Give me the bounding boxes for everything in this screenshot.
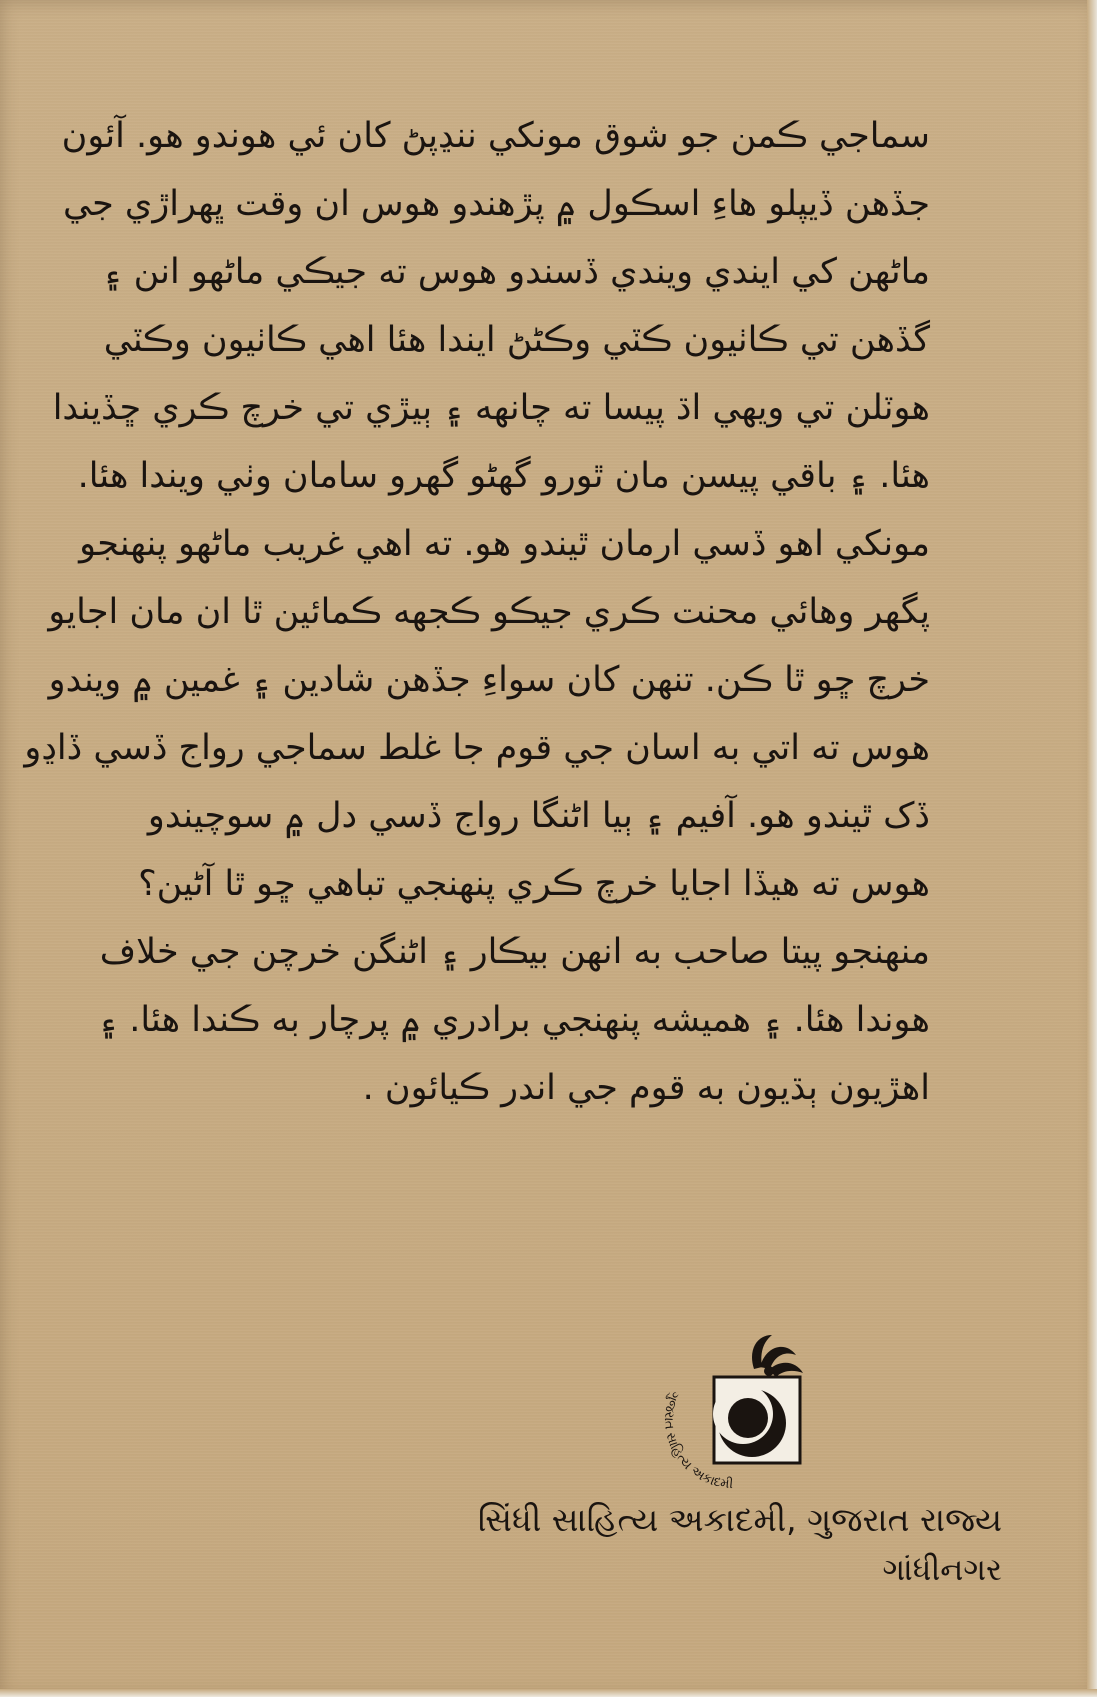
blurb-line: جڏهن ڏيپلو هاءِ اسڪول ۾ پڙهندو هوس ان وقت ڀهراڙي جي — [62, 184, 930, 224]
blurb-line: ماڻهن کي ايندي ويندي ڏسندو هوس ته جيڪي ماڻهو انن ۽ — [101, 252, 930, 292]
blurb-line: سماجي ڪمن جو شوق مونکي ننڍپڻ کان ئي هوندو هو. آئون — [61, 116, 930, 156]
page-edge-bottom — [0, 1689, 1097, 1697]
blurb-line: پگهر وهائي محنت ڪري جيڪو ڪجهه ڪمائين ٿا ان مان اجايو — [48, 592, 930, 632]
blurb-line: هوس ته هيڏا اجايا خرچ ڪري پنهنجي تباهي ڇو ٿا آڻين؟ — [138, 864, 930, 904]
blurb-line: مونکي اهو ڏسي ارمان ٿيندو هو. ته اهي غريب ماڻهو پنهنجو — [79, 524, 930, 564]
page-edge-right — [1087, 0, 1097, 1697]
blurb-line: هوس ته اتي به اسان جي قوم جا غلط سماجي رواج ڏسي ڏاڍو — [24, 728, 930, 768]
blurb-line: اهڙيون ٻڌيون به قوم جي اندر ڪيائون . — [362, 1068, 930, 1108]
blurb-line: ڏک ٿيندو هو. آفيم ۽ ٻيا اڻنگا رواج ڏسي دل ۾ سوچيندو — [147, 796, 930, 836]
publisher-name: સિંધી સાહિત્ય અકાદમી, ગુજરાત રાજ્ય — [477, 1500, 1002, 1539]
emblem-label: ગુજરાત સાહિત્ય અકાદમી — [660, 1388, 734, 1493]
publisher-city: ગાંધીનગર — [882, 1552, 1002, 1588]
peacock-emblem-icon — [648, 1325, 823, 1510]
blurb-line: هئا. ۽ باقي پيسن مان ٿورو گهڻو گهرو سامان وٺي ويندا هئا. — [77, 456, 930, 496]
blurb-line: هوندا هئا. ۽ هميشه پنهنجي برادري ۾ پرچار به ڪندا هئا. ۽ — [97, 1000, 930, 1040]
blurb-line: منهنجو پيتا صاحب به انهن بيڪار ۽ اڻنگن خرچن جي خلاف — [99, 932, 930, 972]
blurb-line: گڏهن تي ڪاٺيون ڪٽي وڪڻڻ ايندا هئا اهي ڪاٺيون وڪٽي — [103, 320, 930, 360]
blurb-paragraph — [24, 102, 930, 1122]
blurb-line: خرچ ڇو ٿا ڪن. تنهن کان سواءِ جڏهن شادين ۽ غمين ۾ ويندو — [48, 660, 930, 700]
blurb-line: هوٽلن تي ويهي اڌ پيسا ته چانهه ۽ ٻيڙي تي خرچ ڪري ڇڏيندا — [52, 388, 930, 428]
